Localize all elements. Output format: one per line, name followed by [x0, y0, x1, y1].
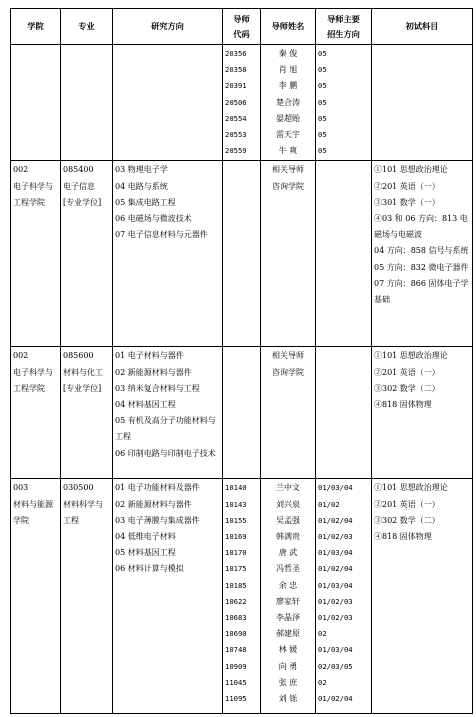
table-row [11, 347, 473, 479]
advisor-code-cell [223, 347, 261, 479]
major-cell [61, 45, 113, 161]
advisor-direction-cell: 01/03/04 01/02 01/02/04 01/02/03 01/03/04 01/02/04 01/03/04 01/02/03 01/02/03 02 01/03/04 02/03/05 02 01/02/04 [316, 479, 372, 714]
header-direction: 研究方向 [113, 9, 223, 45]
table-row [11, 45, 473, 161]
direction-cell: 03 物理电子学 04 电路与系统 05 集成电路工程 06 电磁场与微波技术 07 电子信息材料与元器件 [113, 161, 223, 347]
major-cell: 085600 材料与化工 [专业学位] [61, 347, 113, 479]
exam-cell: ①101 思想政治理论 ②201 英语（一） ③302 数学（二） ④818 固体物理 [372, 347, 473, 479]
college-cell: 002 电子科学与 工程学院 [11, 347, 61, 479]
advisor-direction-cell [316, 161, 372, 347]
header-advisor-name: 导师姓名 [261, 9, 316, 45]
direction-cell: 01 电子功能材料及器件 02 新能源材料与器件 03 电子薄膜与集成器件 04 低维电子材料 05 材料基因工程 06 材料计算与模拟 [113, 479, 223, 714]
college-cell: 002 电子科学与 工程学院 [11, 161, 61, 347]
advisor-code-cell: 20356 20358 20391 20506 20554 20553 20559 [223, 45, 261, 161]
advisor-code-cell: 10140 10143 10155 10169 10170 10175 10185 10622 10683 10690 10748 10909 11045 11095 [223, 479, 261, 714]
advisor-name-cell: 秦 俊 肖 旭 李 鹏 楚合涛 晏超贻 雷天宇 牛 爽 [261, 45, 316, 161]
table-header-row [11, 9, 473, 45]
advisor-code-cell [223, 161, 261, 347]
major-cell: 030500 材料科学与 工程 [61, 479, 113, 714]
admissions-table [10, 8, 473, 714]
college-cell [11, 45, 61, 161]
header-major: 专业 [61, 9, 113, 45]
advisor-direction-cell: 05 05 05 05 05 05 05 [316, 45, 372, 161]
header-college: 学院 [11, 9, 61, 45]
header-exam-subjects: 初试科目 [372, 9, 473, 45]
exam-cell: ①101 思想政治理论 ②201 英语（一） ③302 数学（二） ④818 固体物理 [372, 479, 473, 714]
table-row [11, 161, 473, 347]
exam-cell [372, 45, 473, 161]
header-advisor-code: 导师 代码 [223, 9, 261, 45]
major-cell: 085400 电子信息 [专业学位] [61, 161, 113, 347]
advisor-name-cell: 相关导师 咨询学院 [261, 347, 316, 479]
direction-cell [113, 45, 223, 161]
college-cell: 003 材料与能源 学院 [11, 479, 61, 714]
direction-cell: 01 电子材料与器件 02 新能源材料与器件 03 纳米复合材料与工程 04 材料基因工程 05 有机及高分子功能材料与工程 06 印制电路与印制电子技术 [113, 347, 223, 479]
advisor-name-cell: 相关导师 咨询学院 [261, 161, 316, 347]
advisor-name-cell: 兰中文 刘兴泉 吴孟强 韩满贵 唐 武 冯哲圣 余 忠 廖家轩 李晶泽 郝建原 林 媛 向 勇 张 庶 刘 铄 [261, 479, 316, 714]
header-advisor-direction: 导师主要 招生方向 [316, 9, 372, 45]
table-row [11, 479, 473, 714]
exam-cell: ①101 思想政治理论 ②201 英语（一） ③301 数学（一） ④03 和 06 方向：813 电磁场与电磁波 04 方向：858 信号与系统 05 方向：832 微电子器件 07 方向：866 固体电子学基础 [372, 161, 473, 347]
advisor-direction-cell [316, 347, 372, 479]
